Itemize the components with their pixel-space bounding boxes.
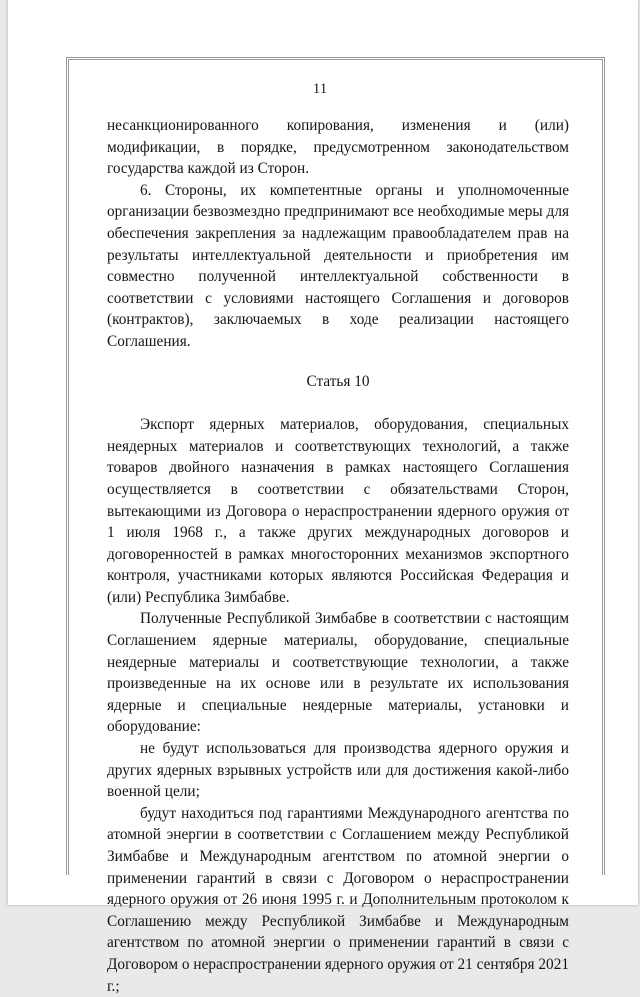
document-body [107, 115, 569, 997]
paragraph-item-6: 6. Стороны, их компетентные органы и уполномоченные организации безвозмездно предпринимают все необходимые меры для обеспечения закрепления за надлежащим правообладателем прав на результаты интеллектуальной деятельности и приобретения им совместно полученной интеллектуальной собственности в соответствии с условиями настоящего Соглашения и договоров (контрактов), заключаемых в ходе реализации настоящего Соглашения. [107, 181, 569, 350]
paragraph-export: Экспорт ядерных материалов, оборудования, специальных неядерных материалов и соответствующих технологий, а также товаров двойного назначения в рамках настоящего Соглашения осуществляется в соответствии с обязательствами Сторон, вытекающими из Договора о нераспространении ядерного оружия от 1 июля 1968 г., а также других международных договоров и договоренностей в рамках многосторонних механизмов экспортного контроля, участниками которых являются Российская Федерация и (или) Республика Зимбабве. [107, 416, 569, 606]
page-number: 11 [312, 81, 328, 97]
paragraph-iaea-safeguards: будут находиться под гарантиями Международного агентства по атомной энергии в соответствии с Соглашением между Республикой Зимбабве и Международным агентством по атомной энергии о применении гарантий в связи с Договором о нераспространении ядерного оружия от 26 июня 1995 г. и Дополнительным протоколом к Соглашению между Республикой Зимбабве и Международным агентством по атомной энергии о применении гарантий в связи с Договором о нераспространении ядерного оружия от 21 сентября 2021 г.; [107, 804, 569, 995]
paragraph-received-materials: Полученные Республикой Зимбабве в соответствии с настоящим Соглашением ядерные материалы, оборудование, специальные неядерные материалы и соответствующие технологии, а также произведенные на их основе или в результате их использования ядерные и специальные неядерные материалы, установки и оборудование: [107, 610, 569, 736]
article-heading: Статья 10 [306, 372, 370, 390]
paragraph-continuation: несанкционированного копирования, изменения и (или) модификации, в порядке, предусмотренном законодательством государства каждой из Сторон. [107, 117, 569, 178]
paragraph-no-weapons: не будут использоваться для производства ядерного оружия и других ядерных взрывных устройств или для достижения какой-либо военной цели; [107, 740, 569, 801]
